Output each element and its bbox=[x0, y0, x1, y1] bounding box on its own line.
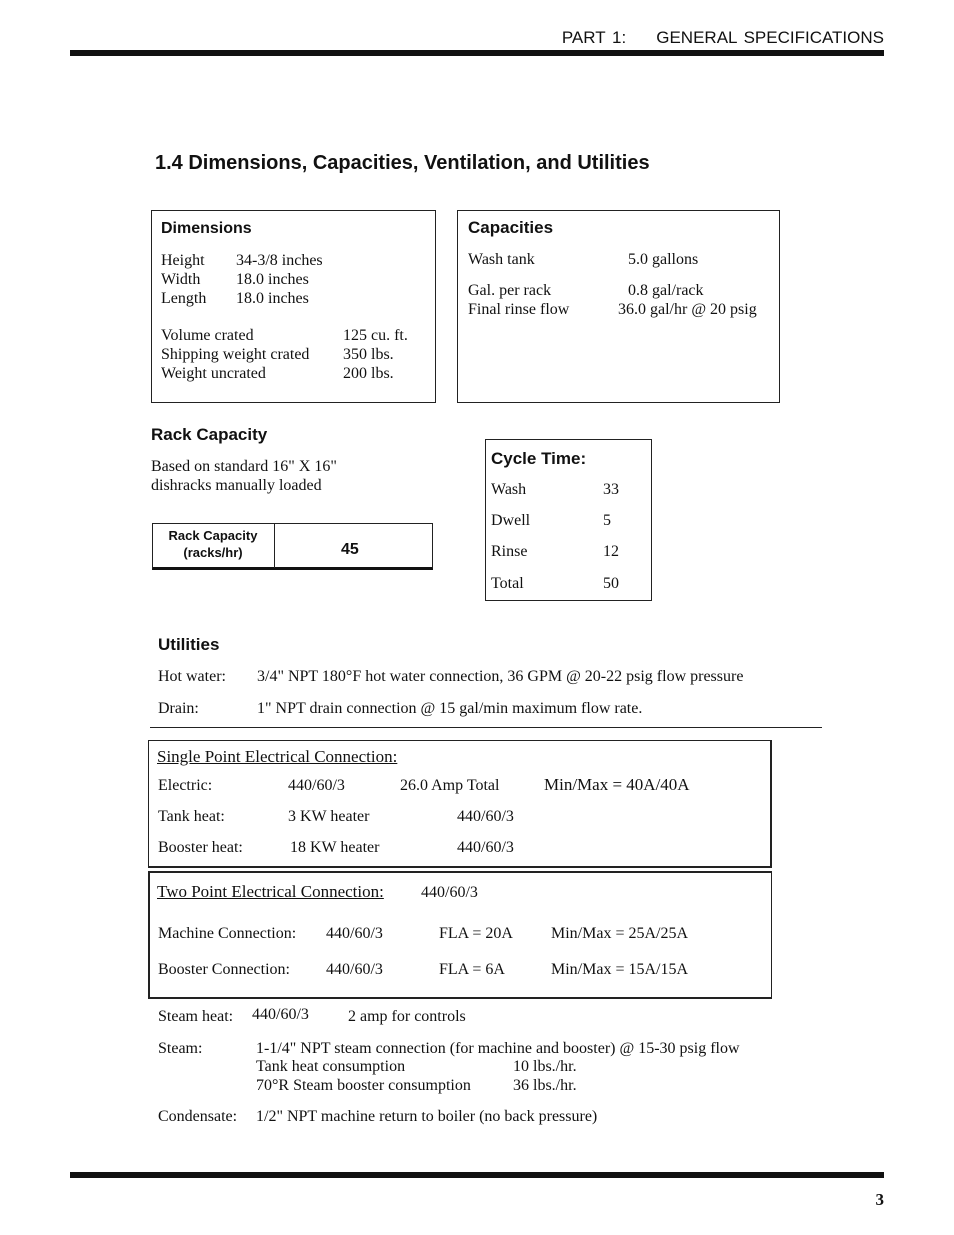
cycle-dwell-value: 5 bbox=[603, 512, 611, 529]
steam-label: Steam: bbox=[158, 1040, 203, 1057]
cycle-time-heading: Cycle Time: bbox=[491, 449, 587, 468]
steam-tank-value: 10 lbs./hr. bbox=[513, 1058, 577, 1075]
cycle-total-label: Total bbox=[491, 575, 524, 592]
sp-tank-label: Tank heat: bbox=[158, 808, 225, 825]
tp-booster-fla: FLA = 6A bbox=[439, 961, 505, 978]
tp-machine-label: Machine Connection: bbox=[158, 925, 297, 942]
sp-tank-voltage: 440/60/3 bbox=[457, 808, 514, 825]
steam-heat-voltage: 440/60/3 bbox=[252, 1006, 309, 1023]
page-number: 3 bbox=[875, 1190, 884, 1209]
footer-rule bbox=[70, 1172, 884, 1178]
steam-booster-label: 70°R Steam booster consumption bbox=[256, 1077, 471, 1094]
cap-washtank-value: 5.0 gallons bbox=[628, 251, 699, 268]
tp-machine-fla: FLA = 20A bbox=[439, 925, 513, 942]
dim-shipping-value: 350 lbs. bbox=[343, 346, 394, 363]
drain-label: Drain: bbox=[158, 700, 199, 717]
cycle-dwell-label: Dwell bbox=[491, 512, 531, 529]
cap-galrack-value: 0.8 gal/rack bbox=[628, 282, 704, 299]
hot-water-value: 3/4" NPT 180°F hot water connection, 36 GPM @ 20-22 psig flow pressure bbox=[257, 668, 744, 685]
rack-table-value: 45 bbox=[341, 541, 359, 558]
steam-heat-note: 2 amp for controls bbox=[348, 1008, 466, 1025]
rack-note-line2: dishracks manually loaded bbox=[151, 477, 322, 494]
dim-uncrated-value: 200 lbs. bbox=[343, 365, 394, 382]
tp-booster-minmax: Min/Max = 15A/15A bbox=[551, 961, 689, 978]
hot-water-label: Hot water: bbox=[158, 668, 226, 685]
dim-uncrated-label: Weight uncrated bbox=[161, 365, 266, 382]
steam-tank-label: Tank heat consumption bbox=[256, 1058, 406, 1075]
tp-booster-label: Booster Connection: bbox=[158, 961, 290, 978]
steam-heat-label: Steam heat: bbox=[158, 1008, 234, 1025]
header-rule bbox=[70, 50, 884, 56]
drain-value: 1" NPT drain connection @ 15 gal/min maximum flow rate. bbox=[257, 700, 643, 717]
two-point-heading: Two Point Electrical Connection: bbox=[157, 882, 384, 901]
dim-height-label: Height bbox=[161, 252, 205, 269]
cycle-total-value: 50 bbox=[603, 575, 619, 592]
header-title: GENERAL SPECIFICATIONS bbox=[656, 28, 884, 47]
rack-table-label bbox=[152, 527, 274, 561]
sp-electric-voltage: 440/60/3 bbox=[288, 777, 345, 794]
dimensions-heading: Dimensions bbox=[161, 220, 252, 237]
rack-table-label-line1: Rack Capacity bbox=[168, 528, 258, 543]
single-point-heading: Single Point Electrical Connection: bbox=[157, 747, 398, 766]
tp-machine-voltage: 440/60/3 bbox=[326, 925, 383, 942]
cap-galrack-label: Gal. per rack bbox=[468, 282, 552, 299]
sp-tank-heater: 3 KW heater bbox=[288, 808, 370, 825]
tp-booster-voltage: 440/60/3 bbox=[326, 961, 383, 978]
rack-table-divider bbox=[274, 523, 275, 568]
cap-rinse-label: Final rinse flow bbox=[468, 301, 570, 318]
dim-width-value: 18.0 inches bbox=[236, 271, 309, 288]
tp-machine-minmax: Min/Max = 25A/25A bbox=[551, 925, 689, 942]
sp-booster-voltage: 440/60/3 bbox=[457, 839, 514, 856]
condensate-label: Condensate: bbox=[158, 1108, 238, 1125]
dim-width-label: Width bbox=[161, 271, 201, 288]
dim-length-value: 18.0 inches bbox=[236, 290, 309, 307]
condensate-value: 1/2" NPT machine return to boiler (no back pressure) bbox=[256, 1108, 598, 1125]
section-title: 1.4 Dimensions, Capacities, Ventilation, and Utilities bbox=[155, 152, 650, 174]
rack-capacity-heading: Rack Capacity bbox=[151, 425, 268, 444]
dim-shipping-label: Shipping weight crated bbox=[161, 346, 310, 363]
cycle-rinse-label: Rinse bbox=[491, 543, 528, 560]
dim-length-label: Length bbox=[161, 290, 207, 307]
dim-volume-label: Volume crated bbox=[161, 327, 254, 344]
capacities-heading: Capacities bbox=[468, 218, 554, 237]
header-part: PART 1: bbox=[561, 28, 627, 47]
two-point-heading-voltage: 440/60/3 bbox=[421, 884, 478, 901]
cycle-wash-value: 33 bbox=[603, 481, 619, 498]
utilities-divider bbox=[150, 727, 822, 728]
sp-booster-label: Booster heat: bbox=[158, 839, 243, 856]
steam-value: 1-1/4" NPT steam connection (for machine and booster) @ 15-30 psig flow bbox=[256, 1040, 740, 1057]
cap-washtank-label: Wash tank bbox=[468, 251, 535, 268]
cycle-wash-label: Wash bbox=[491, 481, 527, 498]
sp-booster-heater: 18 KW heater bbox=[290, 839, 380, 856]
steam-booster-value: 36 lbs./hr. bbox=[513, 1077, 577, 1094]
dim-volume-value: 125 cu. ft. bbox=[343, 327, 408, 344]
cycle-rinse-value: 12 bbox=[603, 543, 619, 560]
sp-electric-minmax: Min/Max = 40A/40A bbox=[544, 775, 690, 794]
sp-electric-label: Electric: bbox=[158, 777, 213, 794]
cap-rinse-value: 36.0 gal/hr @ 20 psig bbox=[618, 301, 757, 318]
utilities-heading: Utilities bbox=[158, 635, 220, 654]
rack-note-line1: Based on standard 16" X 16" bbox=[151, 458, 337, 475]
rack-table-label-line2: (racks/hr) bbox=[183, 545, 243, 560]
dim-height-value: 34-3/8 inches bbox=[236, 252, 323, 269]
sp-electric-amp: 26.0 Amp Total bbox=[400, 777, 500, 794]
page-header bbox=[562, 28, 884, 48]
